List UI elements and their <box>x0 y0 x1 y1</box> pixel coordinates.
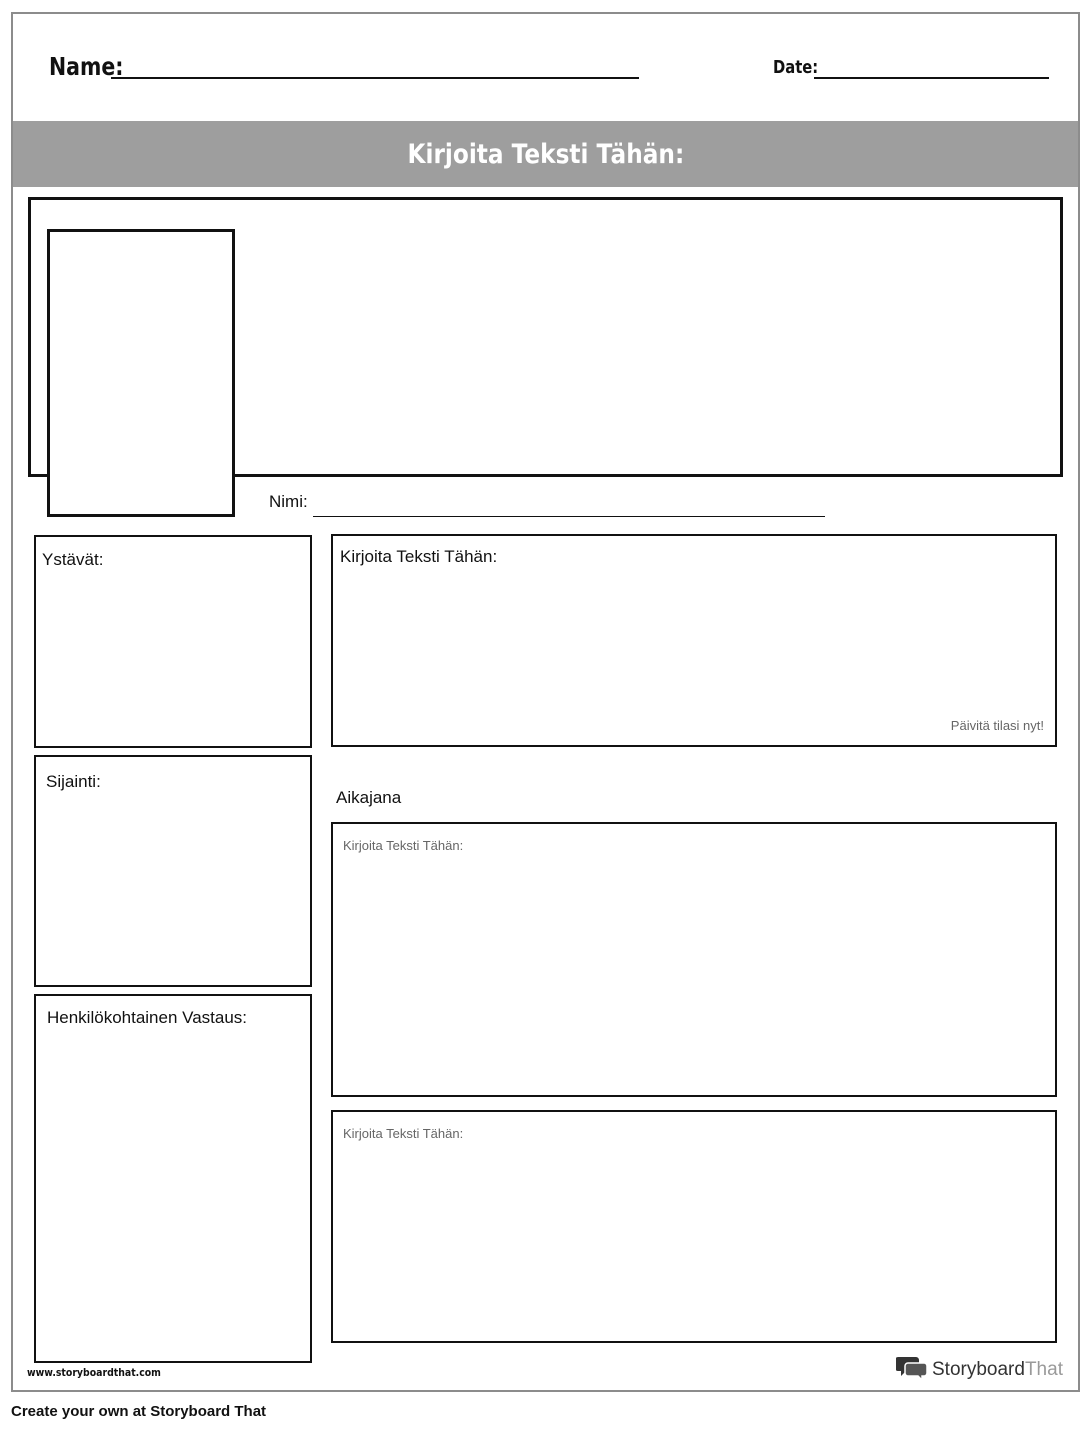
title-banner <box>13 121 1078 187</box>
date-label: Date: <box>773 57 819 78</box>
brand-name-right: That <box>1024 1358 1063 1380</box>
profile-name-label: Nimi: <box>269 492 308 511</box>
timeline-post-placeholder: Kirjoita Teksti Tähän: <box>343 838 464 853</box>
speech-bubbles-icon <box>896 1354 928 1385</box>
brand-name-left: Storyboard <box>932 1358 1025 1380</box>
banner-title[interactable]: Kirjoita Teksti Tähän: <box>407 138 684 170</box>
timeline-title: Aikajana <box>336 788 402 807</box>
friends-label: Ystävät: <box>42 550 104 569</box>
name-line[interactable] <box>111 77 639 79</box>
timeline-post[interactable] <box>331 822 1057 1097</box>
location-label: Sijainti: <box>46 772 101 791</box>
create-your-own-link[interactable]: Create your own at Storyboard That <box>11 1403 267 1420</box>
storyboardthat-logo[interactable] <box>896 1354 1063 1385</box>
personal-response-box[interactable] <box>34 994 312 1363</box>
footer-url[interactable]: www.storyboardthat.com <box>27 1366 161 1379</box>
profile-picture-box[interactable] <box>47 229 235 517</box>
status-hint: Päivitä tilasi nyt! <box>950 718 1044 733</box>
profile-name-line[interactable] <box>313 516 825 517</box>
friends-box[interactable] <box>34 535 312 748</box>
personal-response-label: Henkilökohtainen Vastaus: <box>47 1008 248 1027</box>
timeline-post-placeholder: Kirjoita Teksti Tähän: <box>343 1126 464 1141</box>
location-box[interactable] <box>34 755 312 987</box>
date-line[interactable] <box>814 77 1049 79</box>
name-label: Name: <box>49 52 124 81</box>
status-update-box[interactable] <box>331 534 1057 747</box>
status-label: Kirjoita Teksti Tähän: <box>340 547 498 566</box>
timeline-post[interactable] <box>331 1110 1057 1343</box>
